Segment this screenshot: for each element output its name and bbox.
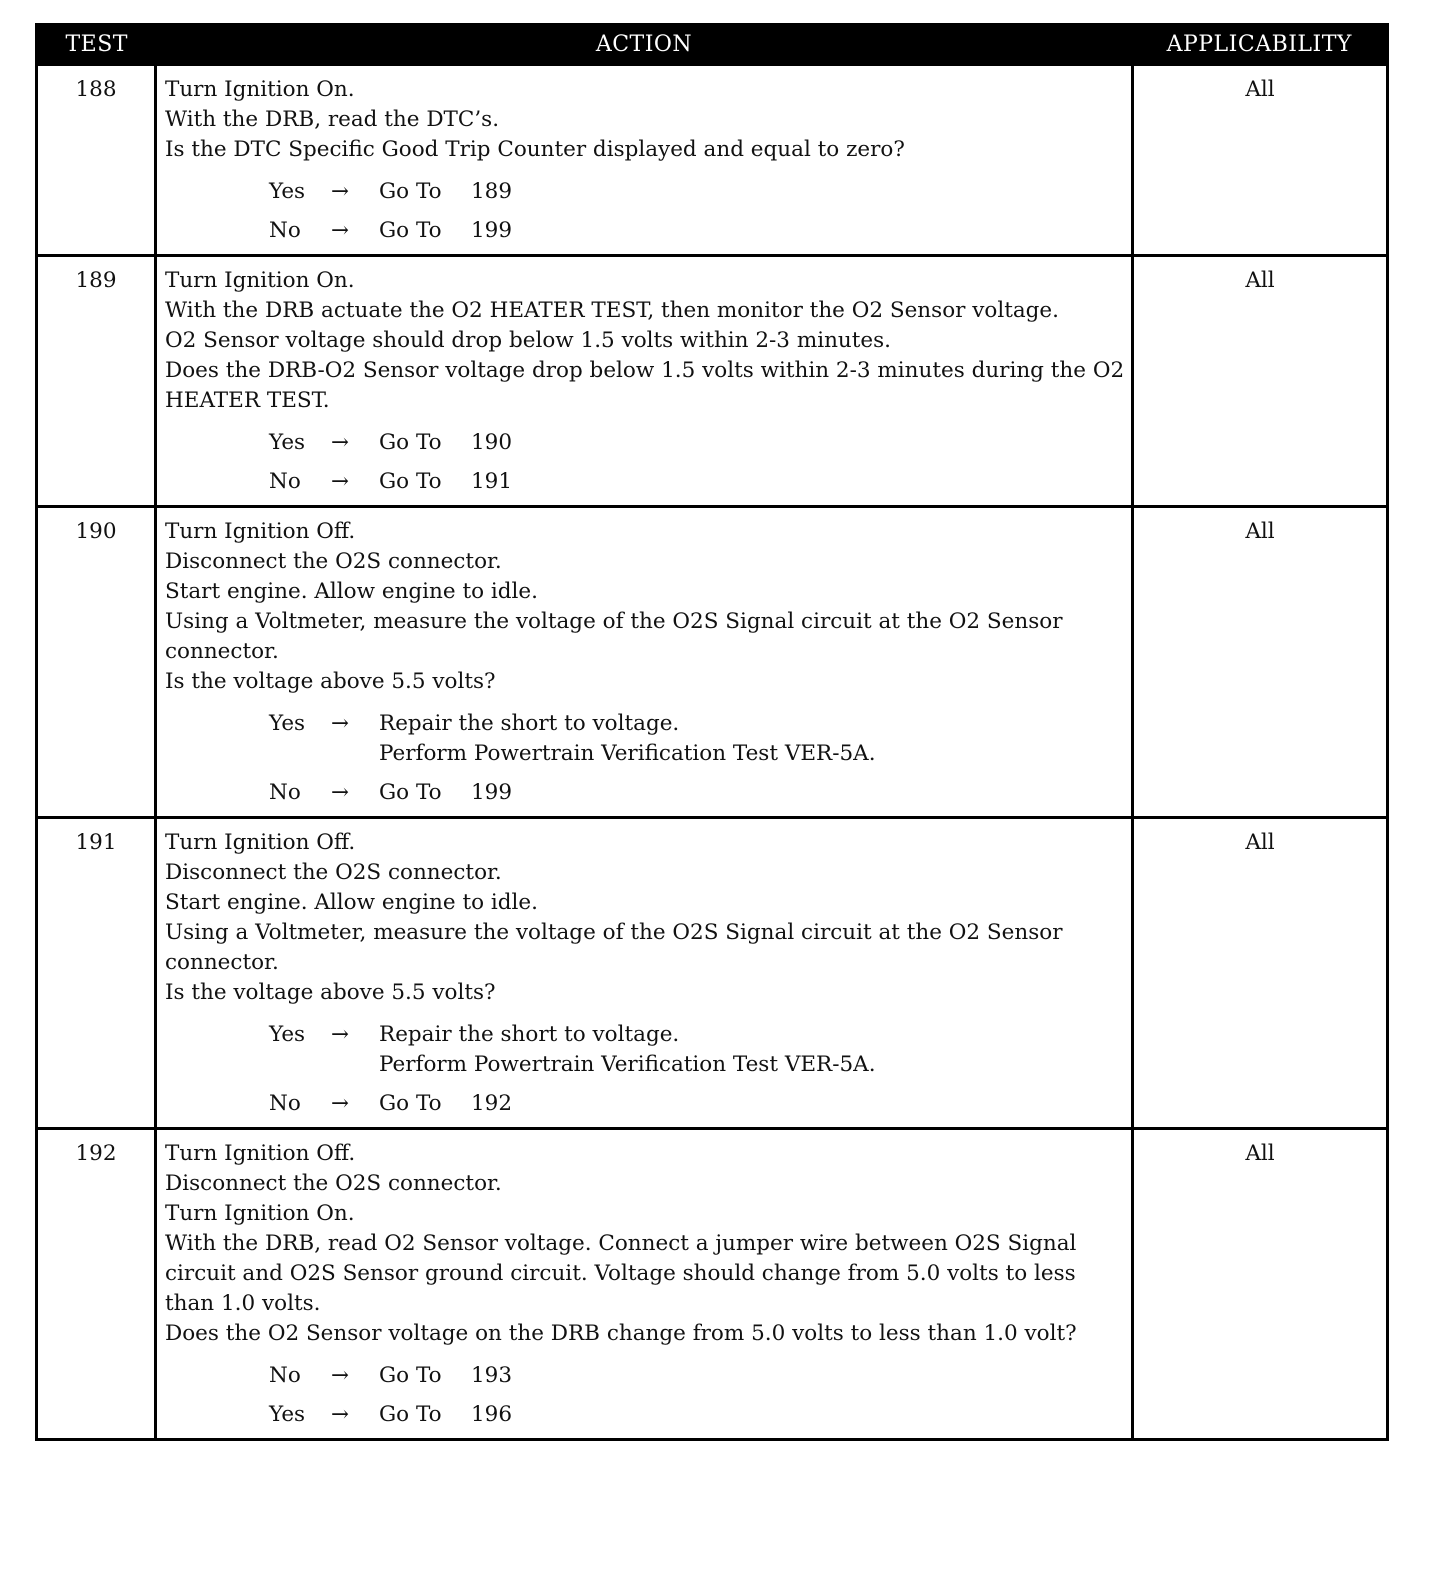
outcome-list bbox=[165, 177, 1125, 246]
right-arrow-icon: → bbox=[331, 1402, 350, 1427]
outcome-yes bbox=[165, 1020, 1125, 1080]
outcome-no bbox=[165, 467, 1125, 497]
action-cell bbox=[156, 1129, 1133, 1440]
outcome-list bbox=[165, 428, 1125, 497]
goto-label: Go To bbox=[379, 780, 442, 805]
right-arrow-icon: → bbox=[331, 179, 350, 204]
applicability-value: All bbox=[1133, 256, 1388, 507]
outcome-answer: No bbox=[269, 1091, 301, 1116]
outcome-yes bbox=[165, 177, 1125, 207]
test-number: 188 bbox=[37, 65, 156, 256]
action-step: Turn Ignition Off. bbox=[165, 519, 356, 544]
goto-label: Go To bbox=[379, 1363, 442, 1388]
goto-label: Go To bbox=[379, 1402, 442, 1427]
outcome-answer: Yes bbox=[269, 1402, 306, 1427]
table-row bbox=[37, 818, 1388, 1129]
table-row bbox=[37, 1129, 1388, 1440]
goto-test-number: 196 bbox=[471, 1402, 513, 1427]
action-step: With the DRB actuate the O2 HEATER TEST, then monitor the O2 Sensor voltage. bbox=[165, 298, 1059, 323]
outcome-yes bbox=[165, 1400, 1125, 1430]
outcome-answer: Yes bbox=[269, 430, 306, 455]
outcome-no bbox=[165, 1361, 1125, 1391]
right-arrow-icon: → bbox=[331, 1091, 350, 1116]
right-arrow-icon: → bbox=[331, 780, 350, 805]
outcome-result bbox=[379, 467, 1125, 497]
action-step: Turn Ignition Off. bbox=[165, 1141, 356, 1166]
outcome-instruction: Perform Powertrain Verification Test VER-5A. bbox=[379, 741, 876, 766]
goto-label: Go To bbox=[379, 218, 442, 243]
right-arrow-icon: → bbox=[331, 218, 350, 243]
table-body bbox=[37, 65, 1388, 1440]
applicability-value: All bbox=[1133, 507, 1388, 818]
outcome-instruction: Repair the short to voltage. bbox=[379, 711, 680, 736]
outcome-list bbox=[165, 1361, 1125, 1430]
goto-test-number: 199 bbox=[471, 218, 513, 243]
outcome-result bbox=[379, 428, 1125, 458]
test-number: 191 bbox=[37, 818, 156, 1129]
action-step: With the DRB, read O2 Sensor voltage. Connect a jumper wire between O2S Signal circuit and O2S Sensor ground circuit. Voltage should change from 5.0 volts to less than 1.0 volts. bbox=[165, 1231, 1077, 1316]
right-arrow-icon: → bbox=[331, 469, 350, 494]
outcome-result bbox=[379, 709, 1125, 769]
outcome-answer: Yes bbox=[269, 711, 306, 736]
action-step: O2 Sensor voltage should drop below 1.5 volts within 2-3 minutes. bbox=[165, 328, 892, 353]
outcome-answer: No bbox=[269, 780, 301, 805]
right-arrow-icon: → bbox=[331, 430, 350, 455]
action-step: Disconnect the O2S connector. bbox=[165, 549, 502, 574]
right-arrow-icon: → bbox=[331, 1363, 350, 1388]
action-step: Start engine. Allow engine to idle. bbox=[165, 579, 538, 604]
outcome-list bbox=[165, 1020, 1125, 1119]
goto-test-number: 192 bbox=[471, 1091, 513, 1116]
table-row bbox=[37, 256, 1388, 507]
action-cell bbox=[156, 65, 1133, 256]
outcome-list bbox=[165, 709, 1125, 808]
outcome-answer: No bbox=[269, 1363, 301, 1388]
action-cell bbox=[156, 507, 1133, 818]
outcome-no bbox=[165, 1089, 1125, 1119]
outcome-instruction: Perform Powertrain Verification Test VER-5A. bbox=[379, 1052, 876, 1077]
action-step: Turn Ignition On. bbox=[165, 77, 355, 102]
action-step: Disconnect the O2S connector. bbox=[165, 1171, 502, 1196]
outcome-answer: No bbox=[269, 469, 301, 494]
goto-label: Go To bbox=[379, 469, 442, 494]
header-action: ACTION bbox=[156, 25, 1133, 65]
action-step: Turn Ignition Off. bbox=[165, 830, 356, 855]
right-arrow-icon: → bbox=[331, 711, 350, 736]
outcome-result bbox=[379, 1089, 1125, 1119]
goto-test-number: 199 bbox=[471, 780, 513, 805]
test-number: 192 bbox=[37, 1129, 156, 1440]
action-step: Is the voltage above 5.5 volts? bbox=[165, 980, 496, 1005]
applicability-value: All bbox=[1133, 1129, 1388, 1440]
outcome-answer: No bbox=[269, 218, 301, 243]
outcome-answer: Yes bbox=[269, 179, 306, 204]
action-step: Using a Voltmeter, measure the voltage of the O2S Signal circuit at the O2 Sensor connector. bbox=[165, 920, 1063, 975]
diagnostic-test-table bbox=[35, 23, 1389, 1441]
action-step: Start engine. Allow engine to idle. bbox=[165, 890, 538, 915]
outcome-answer: Yes bbox=[269, 1022, 306, 1047]
action-cell bbox=[156, 256, 1133, 507]
outcome-yes bbox=[165, 709, 1125, 769]
goto-test-number: 193 bbox=[471, 1363, 513, 1388]
applicability-value: All bbox=[1133, 65, 1388, 256]
action-step: Using a Voltmeter, measure the voltage of the O2S Signal circuit at the O2 Sensor connector. bbox=[165, 609, 1063, 664]
outcome-result bbox=[379, 1361, 1125, 1391]
action-step: Does the O2 Sensor voltage on the DRB change from 5.0 volts to less than 1.0 volt? bbox=[165, 1321, 1077, 1346]
goto-test-number: 191 bbox=[471, 469, 513, 494]
test-number: 189 bbox=[37, 256, 156, 507]
table-row bbox=[37, 507, 1388, 818]
goto-label: Go To bbox=[379, 430, 442, 455]
outcome-yes bbox=[165, 428, 1125, 458]
table-row bbox=[37, 65, 1388, 256]
outcome-instruction: Repair the short to voltage. bbox=[379, 1022, 680, 1047]
header-test: TEST bbox=[37, 25, 156, 65]
goto-label: Go To bbox=[379, 179, 442, 204]
header-applicability: APPLICABILITY bbox=[1133, 25, 1388, 65]
goto-test-number: 190 bbox=[471, 430, 513, 455]
action-step: Is the voltage above 5.5 volts? bbox=[165, 669, 496, 694]
action-step: Does the DRB-O2 Sensor voltage drop below 1.5 volts within 2-3 minutes during the O2 HEATER TEST. bbox=[165, 358, 1125, 413]
outcome-no bbox=[165, 216, 1125, 246]
outcome-result bbox=[379, 1020, 1125, 1080]
goto-label: Go To bbox=[379, 1091, 442, 1116]
outcome-result bbox=[379, 778, 1125, 808]
test-number: 190 bbox=[37, 507, 156, 818]
action-step: Turn Ignition On. bbox=[165, 1201, 355, 1226]
right-arrow-icon: → bbox=[331, 1022, 350, 1047]
action-cell bbox=[156, 818, 1133, 1129]
outcome-result bbox=[379, 177, 1125, 207]
outcome-result bbox=[379, 1400, 1125, 1430]
action-step: Disconnect the O2S connector. bbox=[165, 860, 502, 885]
goto-test-number: 189 bbox=[471, 179, 513, 204]
outcome-no bbox=[165, 778, 1125, 808]
applicability-value: All bbox=[1133, 818, 1388, 1129]
table-header-row bbox=[37, 25, 1388, 65]
action-step: Is the DTC Specific Good Trip Counter displayed and equal to zero? bbox=[165, 137, 905, 162]
action-step: With the DRB, read the DTC’s. bbox=[165, 107, 500, 132]
outcome-result bbox=[379, 216, 1125, 246]
action-step: Turn Ignition On. bbox=[165, 268, 355, 293]
